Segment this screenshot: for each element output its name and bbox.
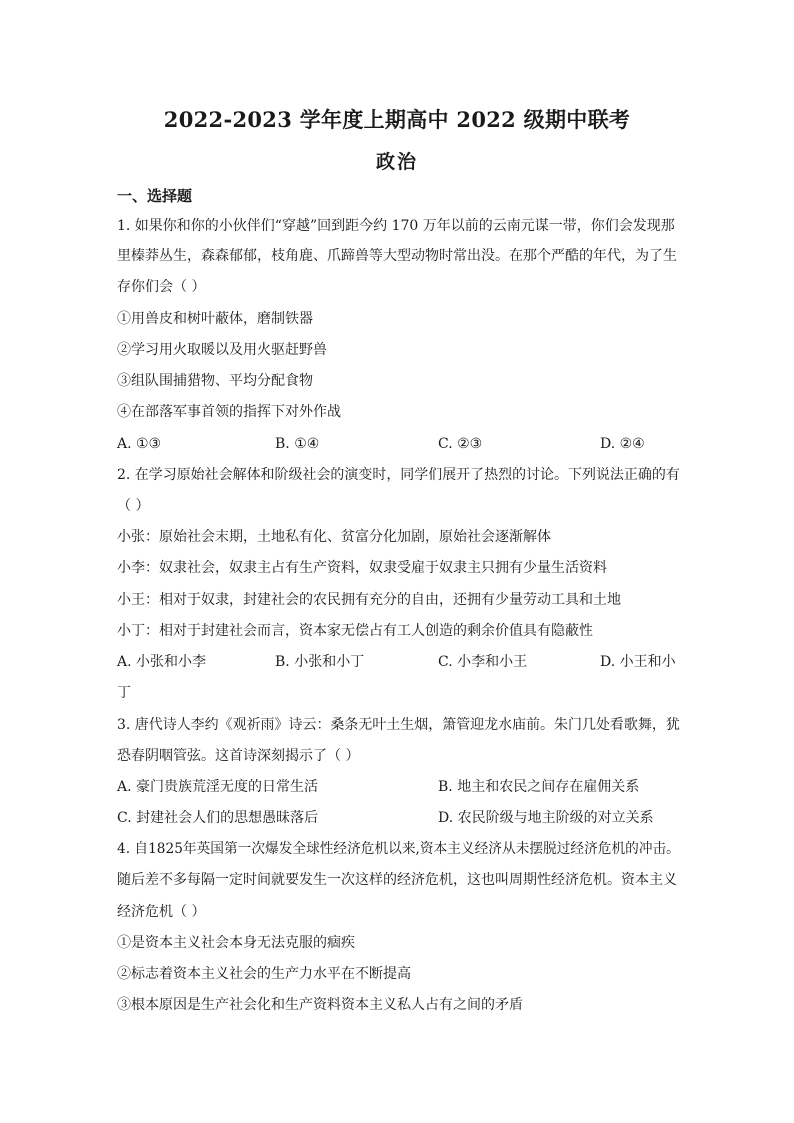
exam-title: 2022-2023 学年度上期高中 2022 级期中联考	[163, 107, 631, 132]
question-3-option-c: C. 封建社会人们的思想愚昧落后	[117, 810, 319, 826]
question-2-option-a: A. 小张和小李	[117, 654, 207, 670]
question-3-option-d: D. 农民阶级与地主阶级的对立关系	[438, 810, 654, 826]
question-2-option-c: C. 小李和小王	[438, 654, 528, 670]
question-3-option-a: A. 豪门贵族荒淫无度的日常生活	[117, 779, 319, 795]
question-1-item-2: ②学习用火取暖以及用火驱赶野兽	[117, 342, 327, 358]
question-1-option-b: B. ①④	[275, 436, 320, 452]
question-4-line-2: 随后差不多每隔一定时间就要发生一次这样的经济危机，这也叫周期性经济危机。资本主义	[117, 872, 677, 888]
question-2-option-d-continued: 丁	[117, 685, 131, 701]
section-heading: 一、选择题	[117, 187, 193, 205]
question-4-line-3: 经济危机（ ）	[117, 904, 206, 920]
question-2-option-b: B. 小张和小丁	[275, 654, 365, 670]
question-1-line-1: 1. 如果你和你的小伙伴们“穿越”回到距今约 170 万年以前的云南元谋一带，你们会发现那	[117, 218, 675, 234]
question-1-item-1: ①用兽皮和树叶蔽体，磨制铁器	[117, 311, 313, 327]
question-1-line-3: 存你们会（ ）	[117, 279, 206, 295]
question-1-option-c: C. ②③	[438, 436, 483, 452]
question-2-line-2: （ ）	[117, 498, 150, 514]
question-2-option-d: D. 小王和小	[600, 654, 676, 670]
question-1-item-3: ③组队围捕猎物、平均分配食物	[117, 373, 313, 389]
question-2-item-3: 小王：相对于奴隶，封建社会的农民拥有充分的自由，还拥有少量劳动工具和土地	[117, 592, 621, 608]
question-1-option-a: A. ①③	[117, 436, 162, 452]
question-2-item-1: 小张：原始社会末期，土地私有化、贫富分化加剧，原始社会逐渐解体	[117, 529, 551, 545]
question-4-item-1: ①是资本主义社会本身无法克服的痼疾	[117, 935, 355, 951]
question-3-option-b: B. 地主和农民之间存在雇佣关系	[438, 779, 640, 795]
question-1-line-2: 里榛莽丛生，森森郁郁，枝角鹿、爪蹄兽等大型动物时常出没。在那个严酷的年代，为了生	[117, 248, 677, 264]
question-3-line-1: 3. 唐代诗人李约《观祈雨》诗云：桑条无叶土生烟，箫管迎龙水庙前。朱门几处看歌舞，犹	[117, 717, 680, 733]
question-1-option-d: D. ②④	[600, 436, 645, 452]
question-4-item-2: ②标志着资本主义社会的生产力水平在不断提高	[117, 966, 411, 982]
question-2-line-1: 2. 在学习原始社会解体和阶级社会的演变时，同学们展开了热烈的讨论。下列说法正确的有	[117, 467, 680, 483]
question-4-line-1: 4. 自1825年英国第一次爆发全球性经济危机以来,资本主义经济从未摆脱过经济危机的冲击。	[117, 841, 680, 857]
question-3-line-2: 恐春阴咽管弦。这首诗深刻揭示了（ ）	[117, 748, 360, 764]
question-2-item-2: 小李：奴隶社会，奴隶主占有生产资料，奴隶受雇于奴隶主只拥有少量生活资料	[117, 560, 607, 576]
question-2-item-4: 小丁：相对于封建社会而言，资本家无偿占有工人创造的剩余价值具有隐蔽性	[117, 623, 593, 639]
question-4-item-3: ③根本原因是生产社会化和生产资料资本主义私人占有之间的矛盾	[117, 997, 523, 1013]
exam-subject: 政治	[375, 151, 418, 173]
question-1-item-4: ④在部落军事首领的指挥下对外作战	[117, 404, 341, 420]
